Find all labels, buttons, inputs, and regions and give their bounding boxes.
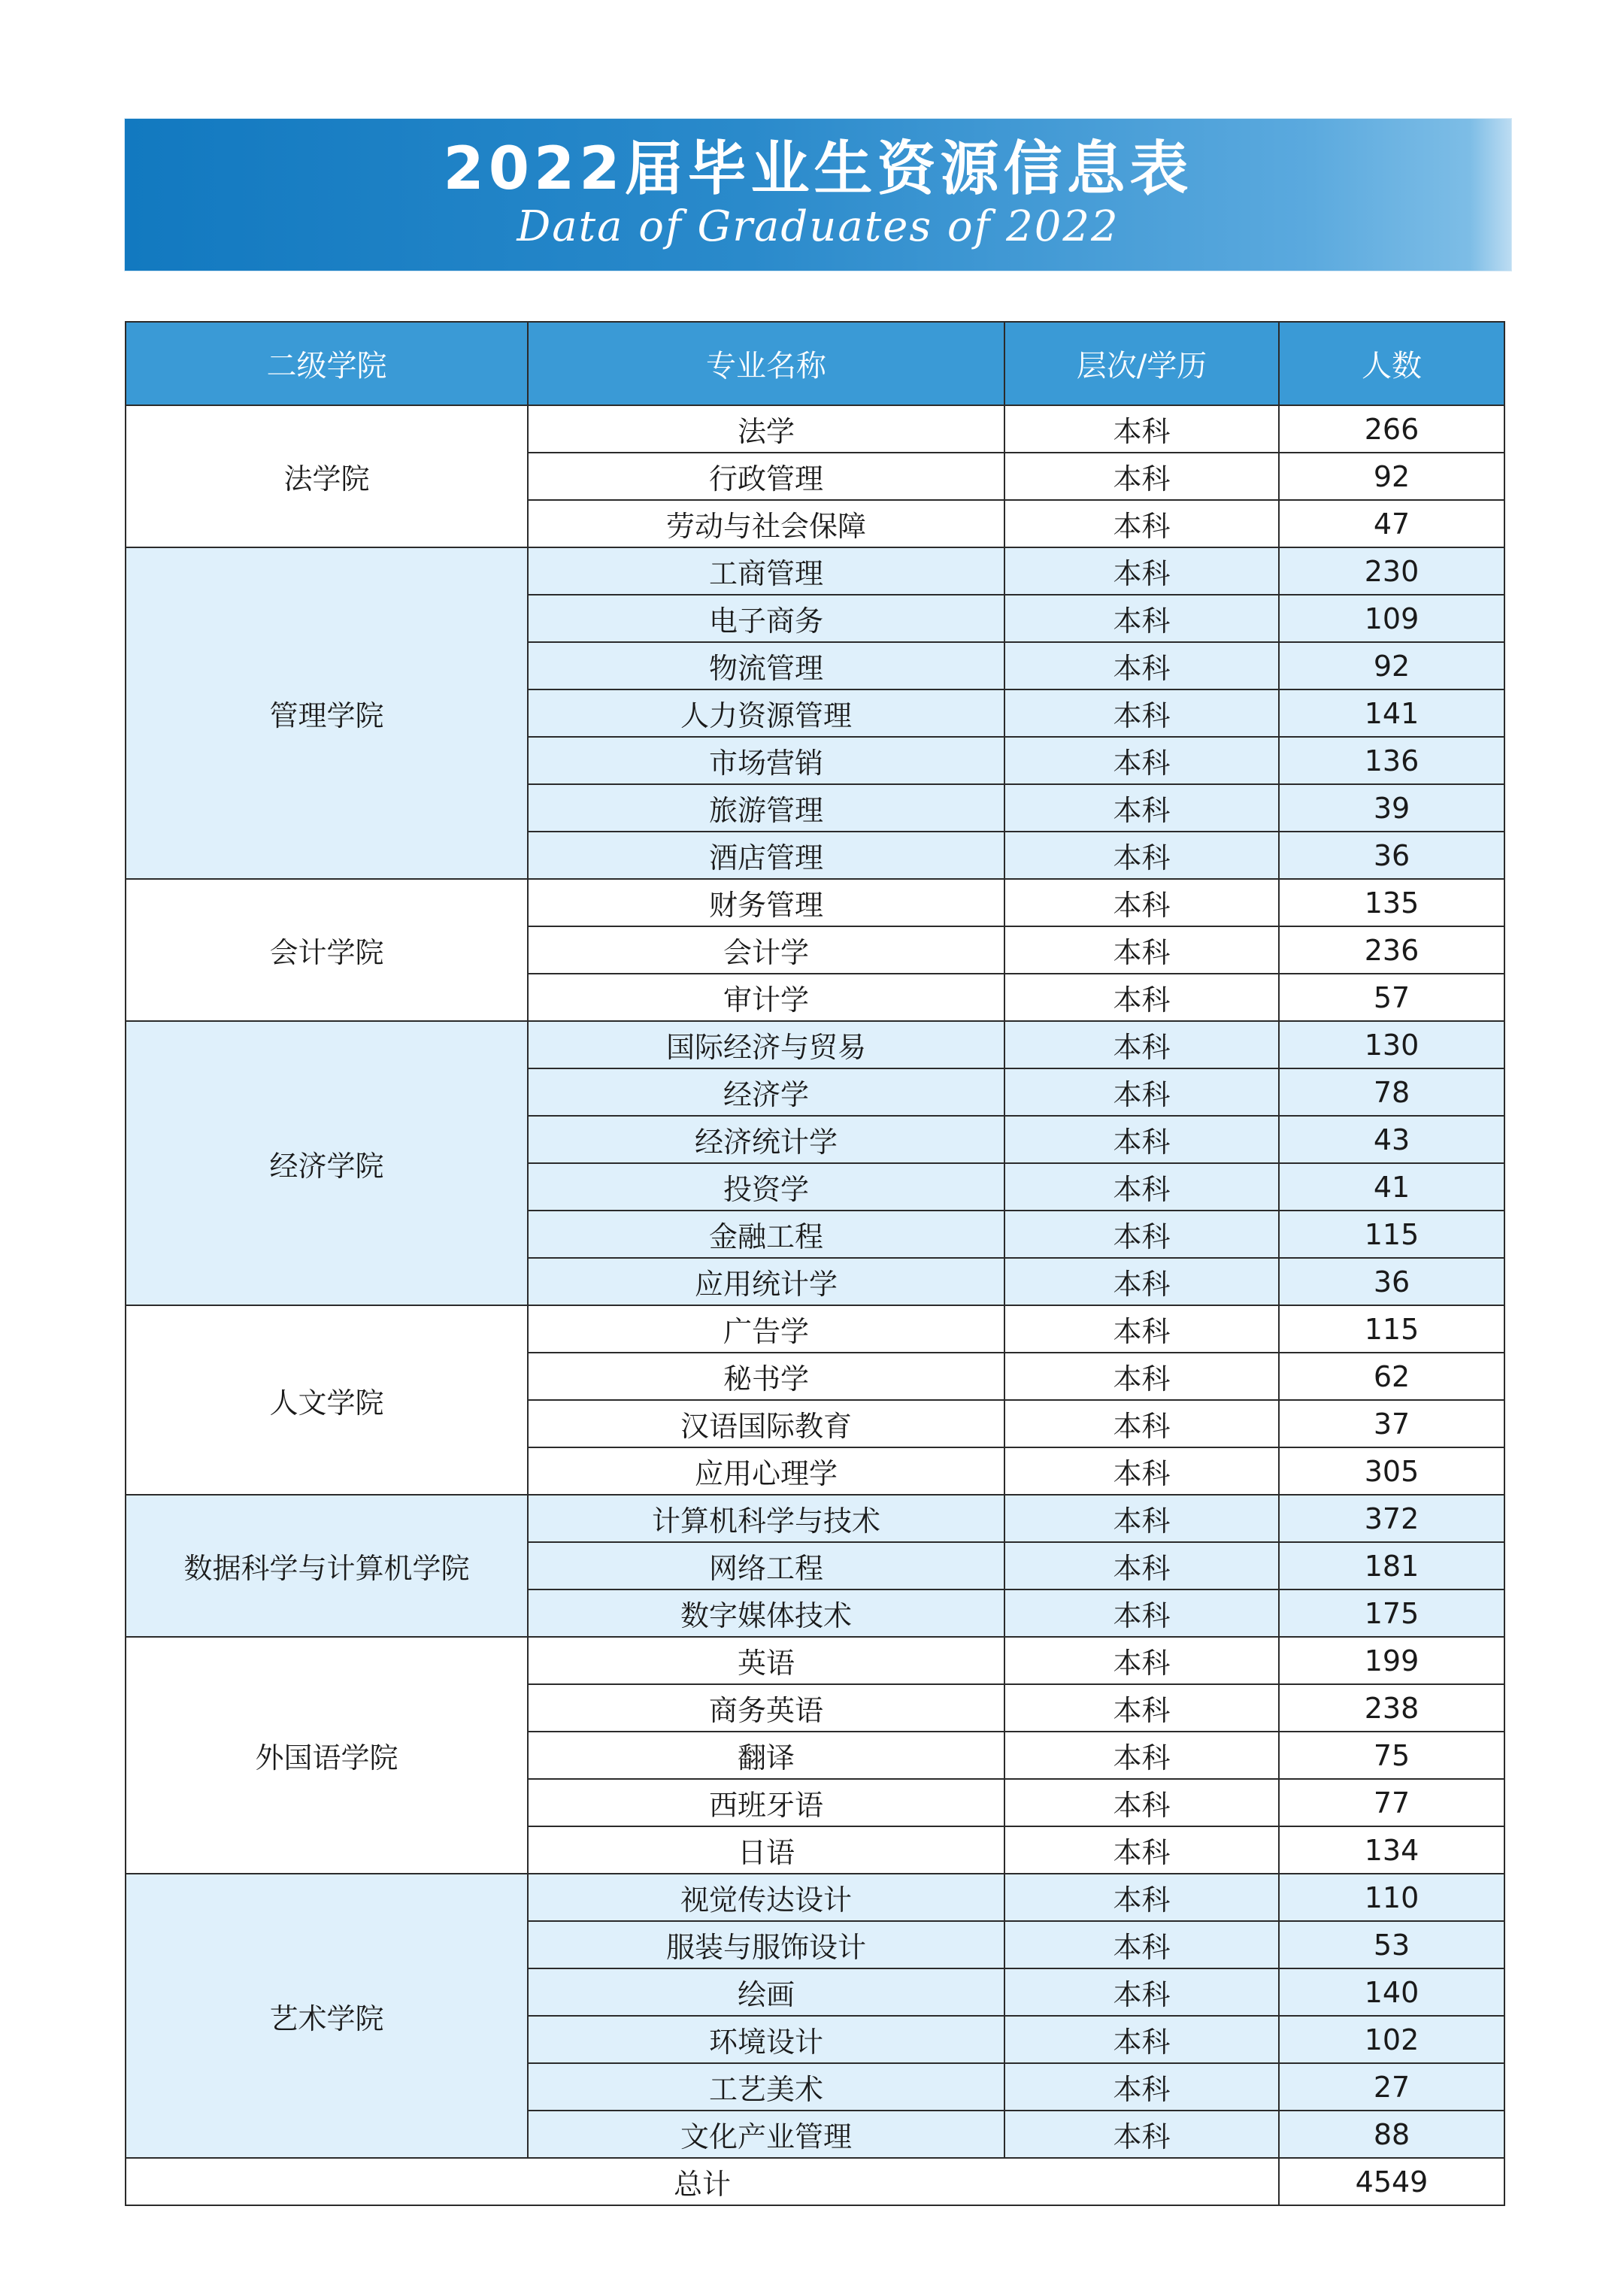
- level-cell: 本科: [1004, 453, 1279, 500]
- major-name-cell: 计算机科学与技术: [528, 1495, 1004, 1542]
- total-row: [126, 2158, 1504, 2205]
- level-cell: 本科: [1004, 2063, 1279, 2111]
- major-name-cell: 审计学: [528, 974, 1004, 1021]
- table-row: [126, 1495, 1504, 1542]
- level-cell: 本科: [1004, 879, 1279, 926]
- page-subtitle: Data of Graduates of 2022: [517, 202, 1120, 251]
- level-cell: 本科: [1004, 689, 1279, 737]
- major-name-cell: 翻译: [528, 1732, 1004, 1779]
- count-cell: 140: [1279, 1968, 1504, 2016]
- count-cell: 43: [1279, 1116, 1504, 1163]
- count-cell: 75: [1279, 1732, 1504, 1779]
- count-cell: 37: [1279, 1400, 1504, 1447]
- level-cell: 本科: [1004, 1305, 1279, 1353]
- major-name-cell: 绘画: [528, 1968, 1004, 2016]
- major-name-cell: 应用统计学: [528, 1258, 1004, 1305]
- count-cell: 77: [1279, 1779, 1504, 1826]
- major-name-cell: 物流管理: [528, 642, 1004, 689]
- count-cell: 305: [1279, 1447, 1504, 1495]
- major-name-cell: 工商管理: [528, 547, 1004, 595]
- level-cell: 本科: [1004, 1447, 1279, 1495]
- count-cell: 27: [1279, 2063, 1504, 2111]
- count-cell: 92: [1279, 642, 1504, 689]
- level-cell: 本科: [1004, 926, 1279, 974]
- table-row: [126, 879, 1504, 926]
- major-name-cell: 数字媒体技术: [528, 1589, 1004, 1637]
- level-cell: 本科: [1004, 1400, 1279, 1447]
- college-name-cell: 经济学院: [126, 1021, 528, 1305]
- count-cell: 36: [1279, 832, 1504, 879]
- level-cell: 本科: [1004, 1116, 1279, 1163]
- total-label: 总计: [126, 2158, 1279, 2205]
- level-cell: 本科: [1004, 405, 1279, 453]
- page-title: 2022届毕业生资源信息表: [443, 135, 1193, 203]
- count-cell: 135: [1279, 879, 1504, 926]
- count-cell: 88: [1279, 2111, 1504, 2158]
- major-name-cell: 服装与服饰设计: [528, 1921, 1004, 1968]
- college-group: [126, 1495, 1504, 1637]
- major-name-cell: 金融工程: [528, 1211, 1004, 1258]
- major-name-cell: 法学: [528, 405, 1004, 453]
- level-cell: 本科: [1004, 1968, 1279, 2016]
- column-header-count: 人数: [1279, 322, 1504, 405]
- count-cell: 115: [1279, 1305, 1504, 1353]
- major-name-cell: 行政管理: [528, 453, 1004, 500]
- count-cell: 141: [1279, 689, 1504, 737]
- table-row: [126, 1305, 1504, 1353]
- major-name-cell: 市场营销: [528, 737, 1004, 784]
- college-group: [126, 1021, 1504, 1305]
- major-name-cell: 应用心理学: [528, 1447, 1004, 1495]
- graduates-table: [125, 321, 1505, 2206]
- count-cell: 181: [1279, 1542, 1504, 1589]
- major-name-cell: 财务管理: [528, 879, 1004, 926]
- count-cell: 36: [1279, 1258, 1504, 1305]
- college-group: [126, 405, 1504, 547]
- level-cell: 本科: [1004, 595, 1279, 642]
- table-footer: [126, 2158, 1504, 2205]
- table-row: [126, 547, 1504, 595]
- major-name-cell: 电子商务: [528, 595, 1004, 642]
- level-cell: 本科: [1004, 1258, 1279, 1305]
- level-cell: 本科: [1004, 547, 1279, 595]
- count-cell: 266: [1279, 405, 1504, 453]
- level-cell: 本科: [1004, 1495, 1279, 1542]
- level-cell: 本科: [1004, 2016, 1279, 2063]
- title-banner: [125, 119, 1511, 271]
- level-cell: 本科: [1004, 737, 1279, 784]
- college-group: [126, 1874, 1504, 2158]
- count-cell: 109: [1279, 595, 1504, 642]
- college-name-cell: 管理学院: [126, 547, 528, 879]
- level-cell: 本科: [1004, 642, 1279, 689]
- table-header: [126, 322, 1504, 405]
- count-cell: 115: [1279, 1211, 1504, 1258]
- count-cell: 47: [1279, 500, 1504, 547]
- count-cell: 199: [1279, 1637, 1504, 1684]
- college-group: [126, 879, 1504, 1021]
- table-row: [126, 405, 1504, 453]
- major-name-cell: 劳动与社会保障: [528, 500, 1004, 547]
- level-cell: 本科: [1004, 1021, 1279, 1068]
- level-cell: 本科: [1004, 1211, 1279, 1258]
- level-cell: 本科: [1004, 974, 1279, 1021]
- major-name-cell: 商务英语: [528, 1684, 1004, 1732]
- major-name-cell: 国际经济与贸易: [528, 1021, 1004, 1068]
- college-group: [126, 1305, 1504, 1495]
- count-cell: 53: [1279, 1921, 1504, 1968]
- count-cell: 102: [1279, 2016, 1504, 2063]
- level-cell: 本科: [1004, 1779, 1279, 1826]
- college-name-cell: 会计学院: [126, 879, 528, 1021]
- count-cell: 41: [1279, 1163, 1504, 1211]
- college-name-cell: 法学院: [126, 405, 528, 547]
- major-name-cell: 工艺美术: [528, 2063, 1004, 2111]
- count-cell: 130: [1279, 1021, 1504, 1068]
- count-cell: 92: [1279, 453, 1504, 500]
- level-cell: 本科: [1004, 1589, 1279, 1637]
- level-cell: 本科: [1004, 500, 1279, 547]
- level-cell: 本科: [1004, 1068, 1279, 1116]
- table-row: [126, 1637, 1504, 1684]
- major-name-cell: 旅游管理: [528, 784, 1004, 832]
- major-name-cell: 经济统计学: [528, 1116, 1004, 1163]
- level-cell: 本科: [1004, 1826, 1279, 1874]
- table-row: [126, 1021, 1504, 1068]
- major-name-cell: 会计学: [528, 926, 1004, 974]
- major-name-cell: 经济学: [528, 1068, 1004, 1116]
- count-cell: 372: [1279, 1495, 1504, 1542]
- major-name-cell: 日语: [528, 1826, 1004, 1874]
- column-header-college: 二级学院: [126, 322, 528, 405]
- college-group: [126, 547, 1504, 879]
- level-cell: 本科: [1004, 1542, 1279, 1589]
- count-cell: 110: [1279, 1874, 1504, 1921]
- major-name-cell: 广告学: [528, 1305, 1004, 1353]
- college-group: [126, 1637, 1504, 1874]
- count-cell: 230: [1279, 547, 1504, 595]
- major-name-cell: 环境设计: [528, 2016, 1004, 2063]
- major-name-cell: 秘书学: [528, 1353, 1004, 1400]
- college-name-cell: 人文学院: [126, 1305, 528, 1495]
- total-value: 4549: [1279, 2158, 1504, 2205]
- level-cell: 本科: [1004, 1163, 1279, 1211]
- major-name-cell: 人力资源管理: [528, 689, 1004, 737]
- level-cell: 本科: [1004, 1353, 1279, 1400]
- major-name-cell: 视觉传达设计: [528, 1874, 1004, 1921]
- level-cell: 本科: [1004, 1874, 1279, 1921]
- count-cell: 136: [1279, 737, 1504, 784]
- column-header-level: 层次/学历: [1004, 322, 1279, 405]
- major-name-cell: 酒店管理: [528, 832, 1004, 879]
- major-name-cell: 英语: [528, 1637, 1004, 1684]
- major-name-cell: 网络工程: [528, 1542, 1004, 1589]
- count-cell: 39: [1279, 784, 1504, 832]
- count-cell: 62: [1279, 1353, 1504, 1400]
- major-name-cell: 投资学: [528, 1163, 1004, 1211]
- level-cell: 本科: [1004, 832, 1279, 879]
- major-name-cell: 西班牙语: [528, 1779, 1004, 1826]
- level-cell: 本科: [1004, 1921, 1279, 1968]
- count-cell: 236: [1279, 926, 1504, 974]
- college-name-cell: 外国语学院: [126, 1637, 528, 1874]
- count-cell: 238: [1279, 1684, 1504, 1732]
- college-name-cell: 数据科学与计算机学院: [126, 1495, 528, 1637]
- count-cell: 175: [1279, 1589, 1504, 1637]
- level-cell: 本科: [1004, 784, 1279, 832]
- level-cell: 本科: [1004, 1684, 1279, 1732]
- major-name-cell: 汉语国际教育: [528, 1400, 1004, 1447]
- header-row: [126, 322, 1504, 405]
- major-name-cell: 文化产业管理: [528, 2111, 1004, 2158]
- level-cell: 本科: [1004, 1637, 1279, 1684]
- column-header-major: 专业名称: [528, 322, 1004, 405]
- count-cell: 78: [1279, 1068, 1504, 1116]
- level-cell: 本科: [1004, 2111, 1279, 2158]
- college-name-cell: 艺术学院: [126, 1874, 528, 2158]
- table-row: [126, 1874, 1504, 1921]
- count-cell: 57: [1279, 974, 1504, 1021]
- count-cell: 134: [1279, 1826, 1504, 1874]
- level-cell: 本科: [1004, 1732, 1279, 1779]
